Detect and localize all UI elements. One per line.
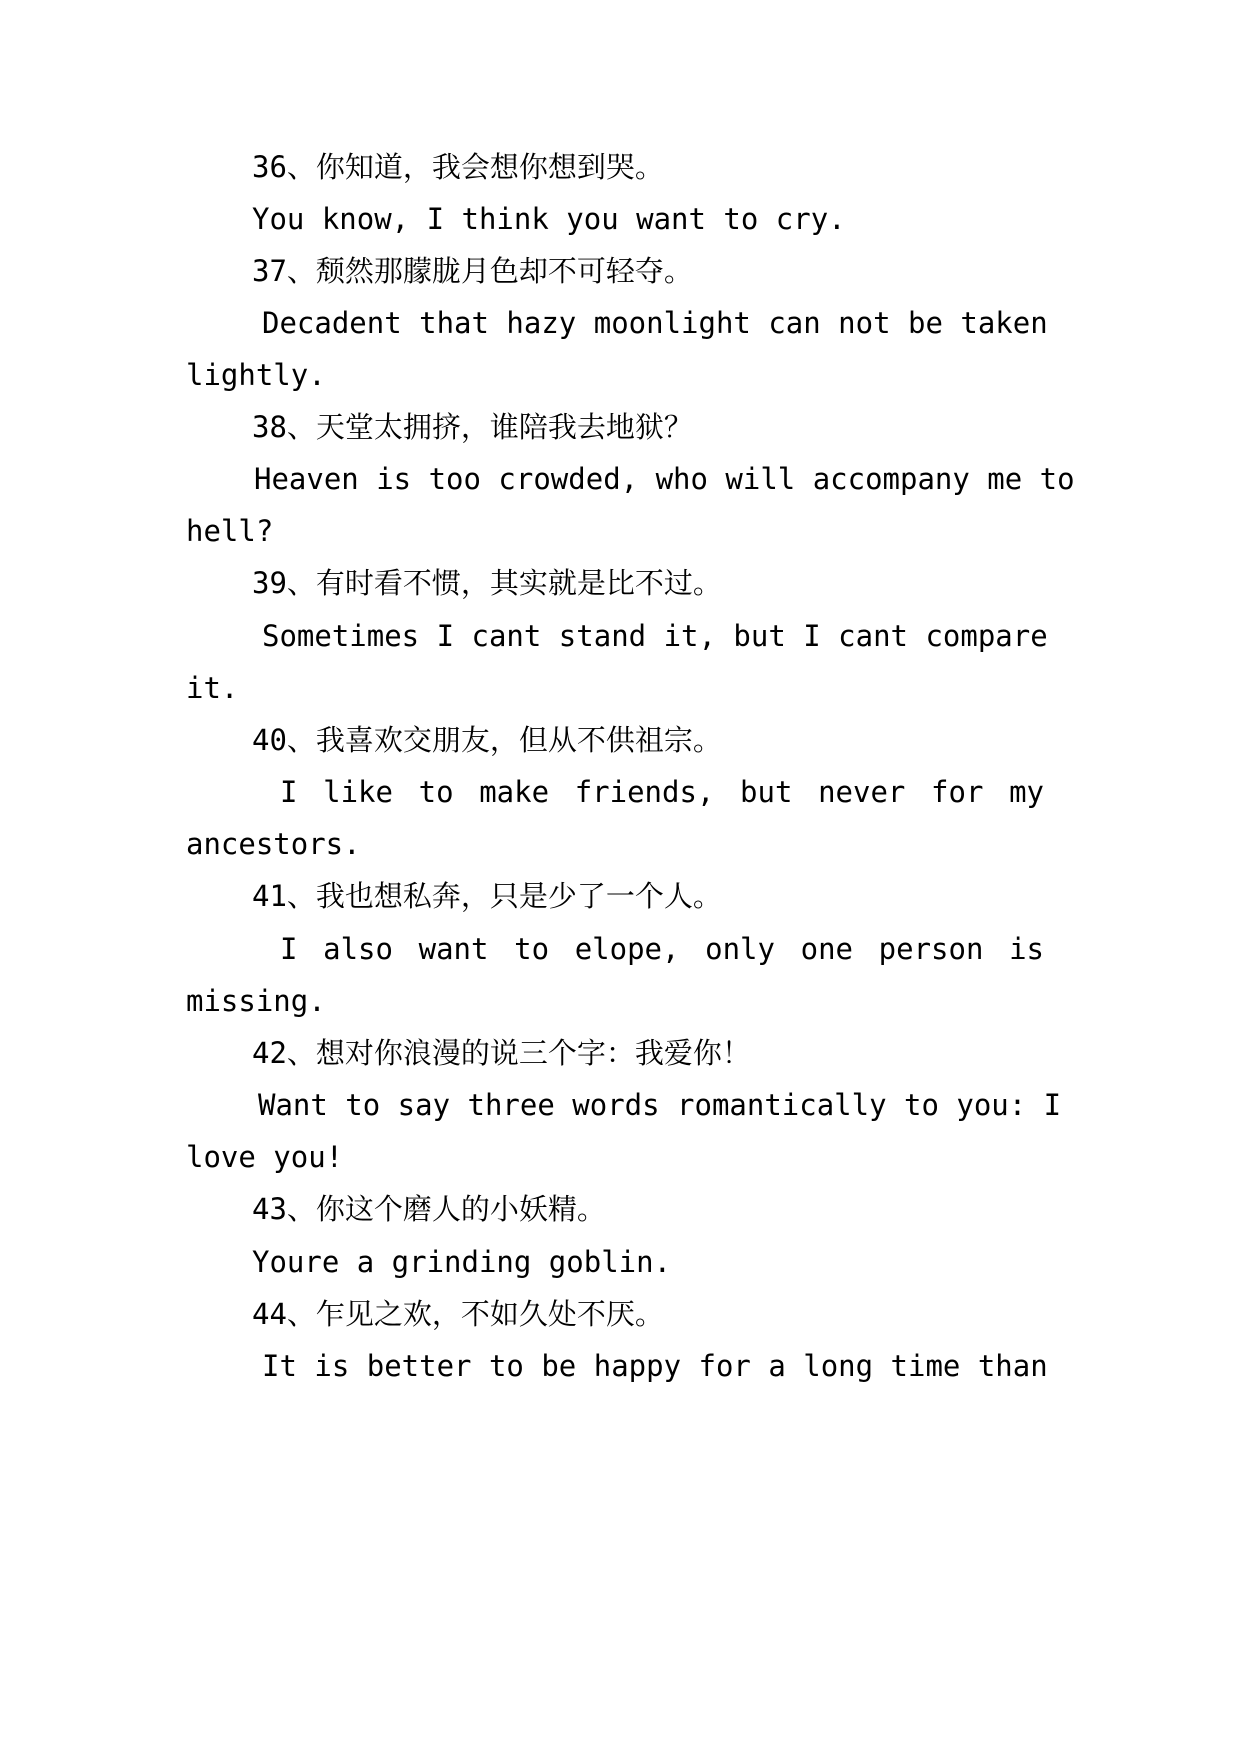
entry-42-english-line-2: love you!: [186, 1140, 344, 1174]
entry-40-chinese: 40、我喜欢交朋友，但从不供祖宗。: [252, 723, 722, 757]
entry-40-english-line-2: ancestors.: [186, 827, 361, 861]
entry-38-english-line-1: Heaven is too crowded, who will accompany me to: [254, 462, 1075, 496]
entry-37-english-line-2: lightly.: [186, 358, 326, 392]
entry-41-chinese: 41、我也想私奔，只是少了一个人。: [252, 879, 722, 913]
entry-43-chinese: 43、你这个磨人的小妖精。: [252, 1192, 606, 1226]
entry-39-chinese: 39、有时看不惯，其实就是比不过。: [252, 566, 722, 600]
entry-44-english-line-1: It is better to be happy for a long time than: [262, 1349, 1048, 1383]
entry-42-english-line-1: Want to say three words romantically to you: I: [258, 1088, 1062, 1122]
entry-37-english-line-1: Decadent that hazy moonlight can not be taken: [262, 306, 1048, 340]
entry-36-english-line-1: You know, I think you want to cry.: [252, 202, 846, 236]
entry-39-english-line-1: Sometimes I cant stand it, but I cant compare: [262, 619, 1048, 653]
entry-36-chinese: 36、你知道，我会想你想到哭。: [252, 150, 664, 184]
entry-42-chinese: 42、想对你浪漫的说三个字：我爱你！: [252, 1036, 751, 1070]
entry-41-english-line-2: missing.: [186, 984, 326, 1018]
entry-37-chinese: 37、颓然那朦胧月色却不可轻夺。: [252, 254, 693, 288]
entry-38-chinese: 38、天堂太拥挤，谁陪我去地狱？: [252, 410, 693, 444]
entry-41-english-line-1: I also want to elope, only one person is: [280, 932, 1044, 966]
entry-40-english-line-1: I like to make friends, but never for my: [280, 775, 1044, 809]
entry-43-english-line-1: Youre a grinding goblin.: [252, 1245, 672, 1279]
entry-38-english-line-2: hell?: [186, 514, 274, 548]
entry-44-chinese: 44、乍见之欢，不如久处不厌。: [252, 1297, 664, 1331]
entry-39-english-line-2: it.: [186, 671, 239, 705]
